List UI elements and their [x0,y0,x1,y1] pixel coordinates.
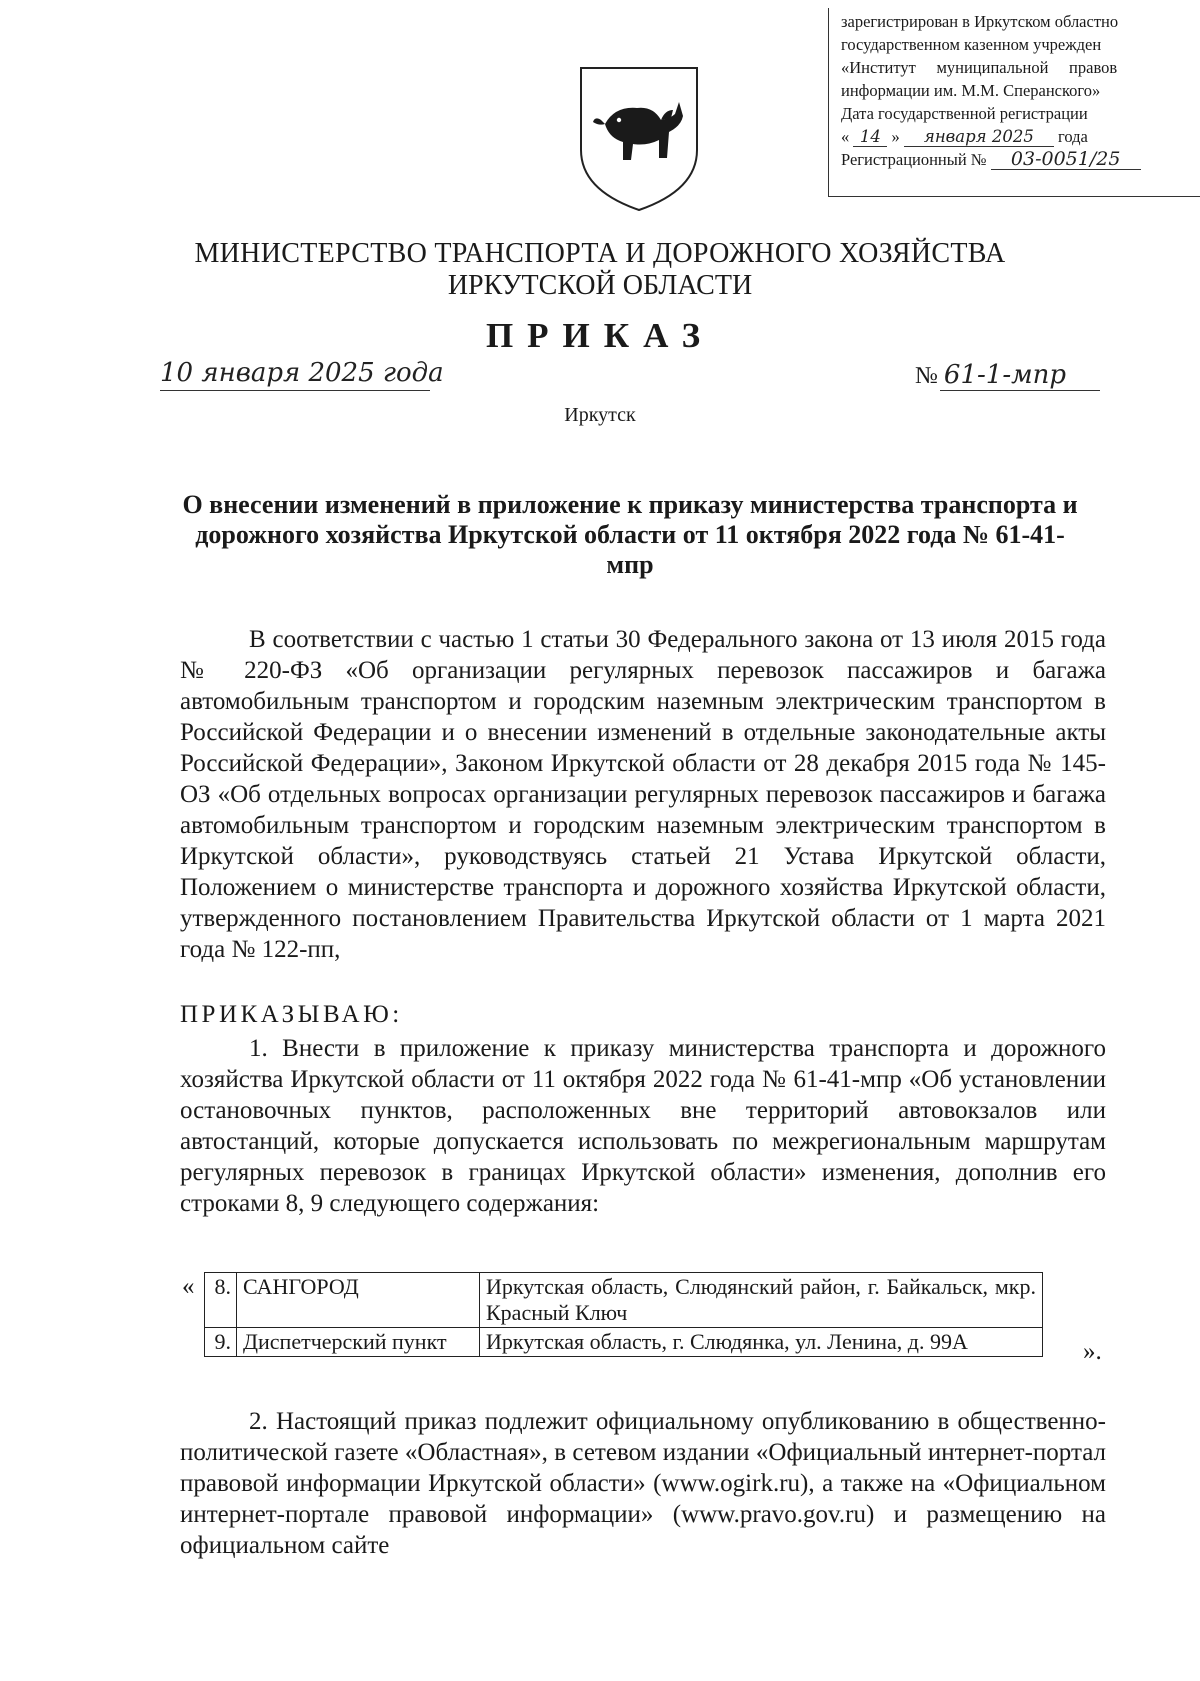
stops-table [204,1272,1043,1357]
number-sign: № [915,363,938,389]
year-suffix: года [1058,127,1088,146]
table-close-quote: ». [1083,1338,1102,1365]
table-row [205,1273,1043,1328]
ministry-name: МИНИСТЕРСТВО ТРАНСПОРТА И ДОРОЖНОГО ХОЗЯЙСТВА [194,238,1006,269]
preamble-paragraph [180,624,1106,965]
registration-date [841,127,1088,147]
table-cell-name: САНГОРОД [237,1273,480,1328]
registration-number [841,150,1141,170]
date-underline [160,390,430,391]
table-row [205,1328,1043,1357]
order-directive: ПРИКАЗЫВАЮ: [180,1001,403,1028]
handwritten-registration-number: 03-0051/25 [991,150,1141,170]
coat-of-arms-emblem [575,62,703,214]
table-cell-num: 8. [205,1273,237,1328]
table-cell-name: Диспетчерский пункт [237,1328,480,1357]
registration-line: государственном казенном учрежден [841,35,1102,54]
item-2-text: 2. Настоящий приказ подлежит официальному опубликованию в общественно-политической газете «Областная», в сетевом издании «Официальный интернет-портал правовой информации Иркутской области» (www.ogirk.ru), а также на «Официальном интернет-портале правовой информации» (www.pravo.gov.ru) и размещению на официальном сайте [180,1408,1106,1559]
handwritten-day: 14 [853,127,887,147]
handwritten-order-date: 10 января 2025 года [160,358,444,388]
registration-line: информации им. М.М. Сперанского» [841,81,1101,100]
number-underline [940,390,1100,391]
item-2-paragraph [180,1406,1106,1561]
table-cell-num: 9. [205,1328,237,1357]
registration-stamp [828,8,1200,197]
item-1-text: 1. Внести в приложение к приказу министерства транспорта и дорожного хозяйства Иркутской области от 11 октября 2022 года № 61-41-мпр «Об установлении остановочных пунктов, расположенных вне территорий автовокзалов или автостанций, которые допускается использовать по межрегиональным маршрутам регулярных перевозок в границах Иркутской области» изменения, дополнив его строками 8, 9 следующего содержания: [180,1035,1106,1217]
table-cell-address: Иркутская область, Слюдянский район, г. Байкальск, мкр. Красный Ключ [480,1273,1043,1328]
quote-mark: » [891,127,900,146]
region-name: ИРКУТСКОЙ ОБЛАСТИ [447,270,753,301]
handwritten-month-year: января 2025 [904,127,1054,147]
registration-line: зарегистрирован в Иркутском областно [841,12,1119,31]
order-number [915,360,1066,390]
registration-date-label: Дата государственной регистрации [841,104,1088,123]
city-name: Иркутск [564,404,636,426]
document-subject: О внесении изменений в приложение к приказу министерства транспорта и дорожного хозяйства Иркутской области от 11 октября 2022 года № 61-41-мпр [182,490,1078,579]
table-cell-address: Иркутская область, г. Слюдянка, ул. Ленина, д. 99А [480,1328,1043,1357]
registration-number-label: Регистрационный № [841,150,987,169]
preamble-text: В соответствии с частью 1 статьи 30 Федерального закона от 13 июля 2015 года № 220-ФЗ «Об организации регулярных перевозок пассажиров и багажа автомобильным транспортом и городским наземным электрическим транспортом в Российской Федерации и о внесении изменений в отдельные законодательные акты Российской Федерации», Законом Иркутской области от 28 декабря 2015 года № 145-ОЗ «Об отдельных вопросах организации регулярных перевозок пассажиров и багажа автомобильным транспортом и городским наземным электрическим транспортом в Иркутской области», руководствуясь статьей 21 Устава Иркутской области, Положением о министерстве транспорта и дорожного хозяйства Иркутской области, утвержденного постановлением Правительства Иркутской области от 1 марта 2021 года № 122-пп, [180,626,1106,963]
item-1-paragraph [180,1033,1106,1219]
table-open-quote: « [182,1273,195,1300]
quote-mark: « [841,127,850,146]
document-type-title: ПРИКАЗ [485,316,715,355]
handwritten-order-number: 61-1-мпр [943,360,1067,390]
registration-line: «Институт муниципальной правов [841,58,1118,77]
